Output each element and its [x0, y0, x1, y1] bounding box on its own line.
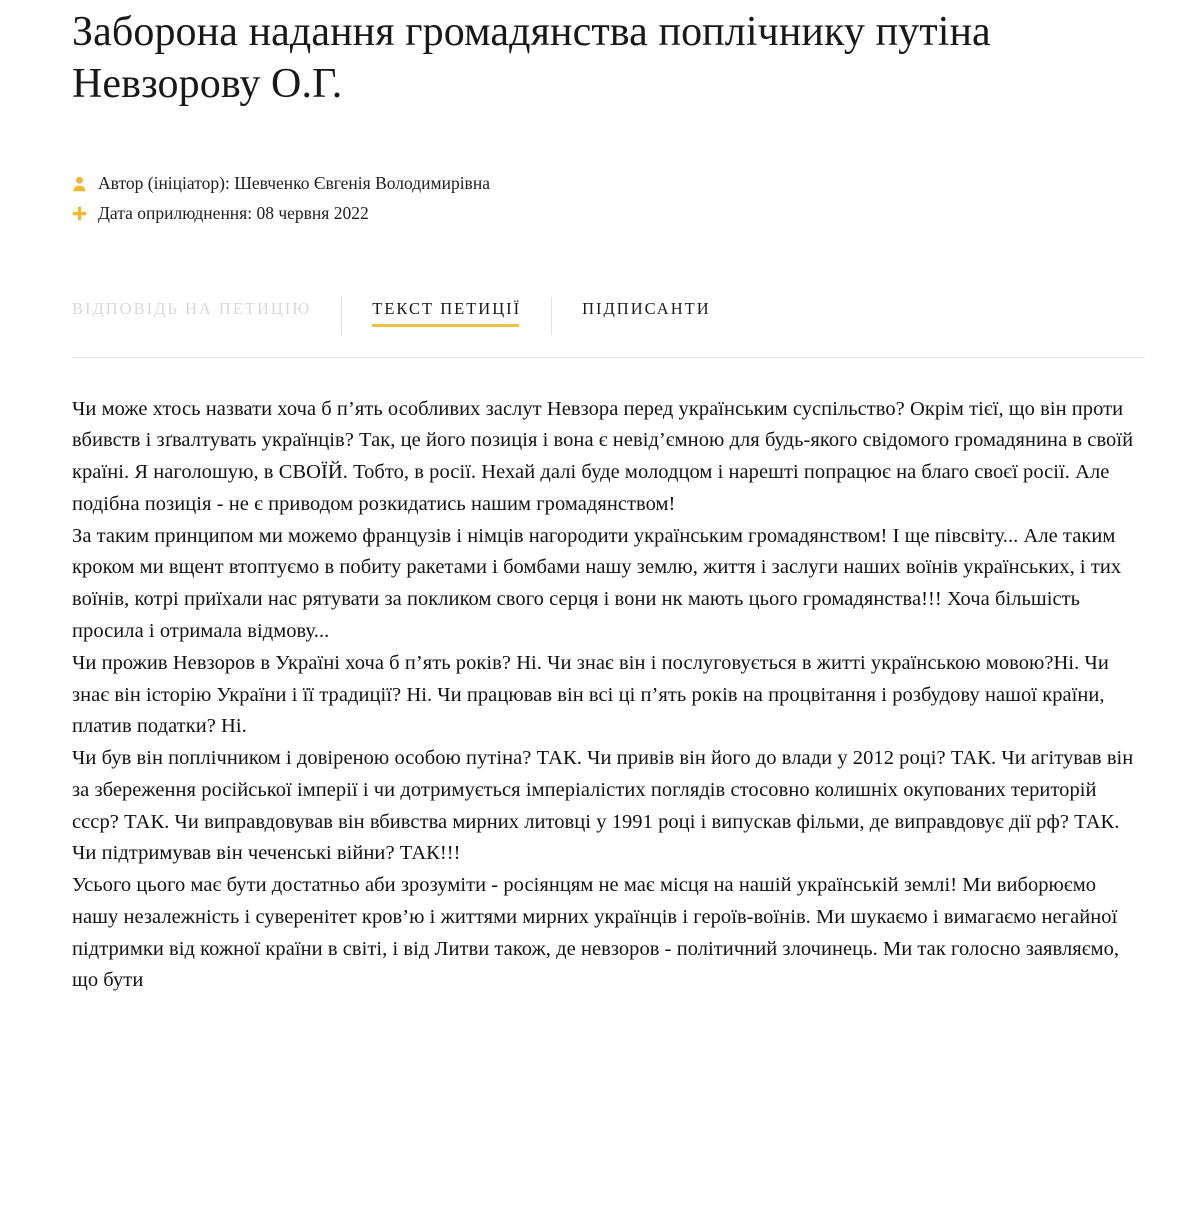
petition-paragraph: Чи був він поплічником і довіреною особою путіна? ТАК. Чи привів він його до влади у 2012 році? ТАК. Чи агітував він за збереження російської імперії і чи дотримується імперіалістих поглядів стосовно колишніх окупованих територій сссp? ТАК. Чи виправдовував він вбивства мирних литовці у 1991 році і випускав фільми, де виправдовує дії рф? ТАК. Чи підтримував він чеченські війни? ТАК!!!	[72, 747, 1134, 865]
page-title: Заборона надання громадянства поплічнику путіна Невзорову О.Г.	[72, 9, 991, 108]
tab-divider-1	[341, 297, 342, 335]
petition-tabs	[72, 295, 1145, 341]
meta-published-text: Дата оприлюднення: 08 червня 2022	[98, 202, 369, 223]
tab-petition-text[interactable]: ТЕКСТ ПЕТИЦІЇ	[372, 295, 521, 329]
meta-row-author	[72, 172, 1145, 195]
meta-row-published	[72, 202, 1145, 225]
petition-text-content	[72, 394, 1147, 998]
tab-divider-2	[551, 297, 552, 335]
tab-petition-response[interactable]: ВІДПОВІДЬ НА ПЕТИЦІЮ	[72, 298, 312, 318]
petition-paragraph: Усього цього має бути достатньо аби зрозуміти - росіянцям не має місця на нашій українській землі! Ми виборюємо нашу незалежність і суверенітет кров’ю і життями мирних українців і героїв-воїнів. Ми шукаємо і вимагаємо негайної підтримки від кожної країни в світі, і від Литви також, де невзоров - політичний злочинець. Ми так голосно заявляємо, що бути	[72, 874, 1120, 992]
tabs-separator	[72, 357, 1145, 358]
petition-paragraph: Чи прожив Невзоров в Україні хоча б п’ять років? Ні. Чи знає він і послуговується в житті українською мовою?Ні. Чи знає він історію України і її традиції? Ні. Чи працював він всі ці п’ять років на процвітання і розбудову нашої країни, платив податки? Ні.	[72, 651, 1109, 738]
plus-icon	[72, 205, 87, 222]
petition-paragraph: Чи може хтось назвати хоча б п’ять особливих заслут Невзора перед українським суспільство? Окрім тієї, що він проти вбивств і зґвалтувать українців? Так, це його позиція і вона є невід’ємною для будь-якого свідомого громадянина в своїй країні. Я наголошую, в СВОЇЙ. Тобто, в росії. Нехай далі буде молодцом і нарешті попрацює на благо своєї росії. Але подібна позиція - не є приводом розкидатись нашим громадянством!	[72, 397, 1134, 515]
tab-signatories[interactable]: ПІДПИСАНТИ	[582, 298, 711, 318]
petition-meta	[72, 172, 1145, 225]
petition-paragraph: За таким принципом ми можемо французів і німців нагородити українським громадянством! І ще півсвіту... Але таким кроком ми вщент втоптуємо в побиту ракетами і бомбами нашу землю, життя і заслуги наших воїнів українських, і тих воїнів, котрі приїхали нас рятувати за покликом свого серця і вони нк мають цього громадянства!!! Хоча більшість просила і отримала відмову...	[72, 524, 1122, 643]
meta-author-text: Автор (ініціатор): Шевченко Євгенія Володимирівна	[98, 173, 490, 194]
user-icon	[72, 175, 87, 192]
